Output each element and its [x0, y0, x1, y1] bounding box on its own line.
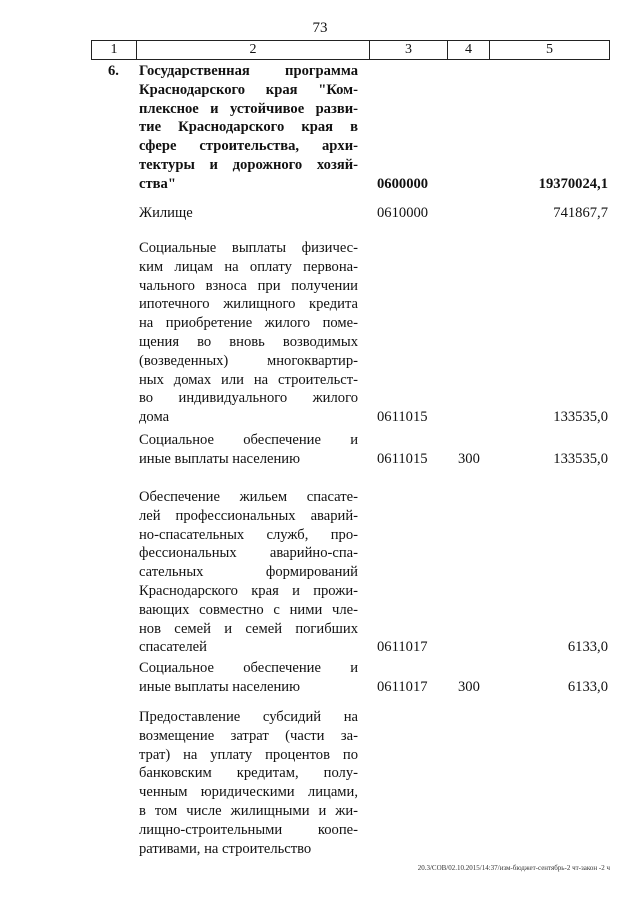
- row-amount: 133535,0: [553, 409, 608, 426]
- row-amount: 6133,0: [567, 639, 608, 656]
- description-line: иные выплаты населению: [139, 678, 300, 695]
- description-line: иные выплаты населению: [139, 450, 300, 467]
- description-line: дома: [139, 409, 170, 426]
- description-line: щения во вновь возводимых: [139, 333, 358, 350]
- description-line: сательных формирований: [139, 564, 358, 581]
- row-description: [139, 431, 358, 469]
- description-line: трат) на уплату процентов по: [139, 746, 358, 763]
- description-line: ства": [139, 175, 176, 192]
- description-line: Социальное обеспечение и: [139, 432, 358, 448]
- row-amount: 6133,0: [567, 678, 608, 695]
- description-line: на приобретение жилого поме-: [139, 315, 358, 332]
- description-line: возмещение затрат (части за-: [139, 727, 358, 744]
- row-description: [139, 488, 358, 657]
- row-amount: 133535,0: [553, 450, 608, 467]
- row-code: 0600000: [377, 175, 429, 192]
- row-expense-type: 300: [458, 678, 480, 695]
- row-description: [139, 204, 358, 223]
- description-line: лей профессиональных аварий-: [139, 507, 358, 524]
- row-code: 0610000: [377, 205, 429, 221]
- description-line: Жилище: [139, 205, 193, 221]
- table-header: [91, 40, 610, 60]
- description-line: ченным юридическими лицами,: [139, 784, 358, 801]
- description-line: Предоставление субсидий на: [139, 709, 358, 725]
- description-line: фессиональных аварийно-спа-: [139, 545, 358, 562]
- description-line: во индивидуального жилого: [139, 390, 358, 407]
- description-line: Краснодарского края "Ком-: [139, 81, 358, 98]
- row-expense-type: 300: [458, 450, 480, 467]
- description-line: Государственная программа: [139, 63, 358, 79]
- row-description: [139, 239, 358, 427]
- description-line: чального взноса при получении: [139, 277, 358, 294]
- row-code: 0611015: [377, 450, 428, 467]
- row-amount: 19370024,1: [538, 175, 608, 192]
- description-line: плексное и устойчивое разви-: [139, 100, 358, 117]
- description-line: ипотечного жилищного кредита: [139, 296, 358, 313]
- description-line: Обеспечение жильем спасате-: [139, 489, 358, 505]
- description-line: вающих совместно с ними чле-: [139, 601, 358, 618]
- header-col-5: 5: [546, 42, 553, 57]
- description-line: спасателей: [139, 639, 207, 656]
- footer-stamp: 20.3/СОВ/02.10.2015/14:37/изм-бюджет-сентябрь-2 чт-закон -2 ч: [417, 864, 610, 872]
- description-line: Краснодарского края и прожи-: [139, 582, 358, 599]
- row-code: 0611017: [377, 639, 428, 656]
- row-amount: 741867,7: [553, 205, 608, 221]
- header-col-4: 4: [448, 41, 490, 59]
- row-description: [139, 659, 358, 697]
- row-description: [139, 62, 358, 194]
- header-col-3: 3: [370, 41, 448, 59]
- description-line: сфере строительства, архи-: [139, 138, 358, 155]
- page-number: 73: [312, 20, 328, 36]
- description-line: Социальное обеспечение и: [139, 660, 358, 676]
- header-col-2: 2: [137, 41, 370, 59]
- row-description: [139, 708, 358, 858]
- description-line: в том числе жилищными и жи-: [139, 802, 358, 819]
- row-code: 0611017: [377, 678, 428, 695]
- row-code: 0611015: [377, 409, 428, 426]
- description-line: тие Краснодарского края в: [139, 119, 358, 136]
- description-line: лищно-строительными коопе-: [139, 821, 358, 838]
- description-line: ративами, на строительство: [139, 840, 312, 857]
- description-line: но-спасательных служб, про-: [139, 526, 358, 543]
- description-line: ных домах или на строительст-: [139, 371, 358, 388]
- description-line: Социальные выплаты физичес-: [139, 240, 358, 256]
- row-number: 6.: [108, 63, 119, 79]
- description-line: (возведенных) многоквартир-: [139, 352, 358, 369]
- description-line: тектуры и дорожного хозяй-: [139, 156, 358, 173]
- description-line: нов семей и семей погибших: [139, 620, 358, 637]
- description-line: ким лицам на оплату первона-: [139, 258, 358, 275]
- header-col-1: 1: [92, 41, 137, 59]
- description-line: банковским кредитам, полу-: [139, 765, 358, 782]
